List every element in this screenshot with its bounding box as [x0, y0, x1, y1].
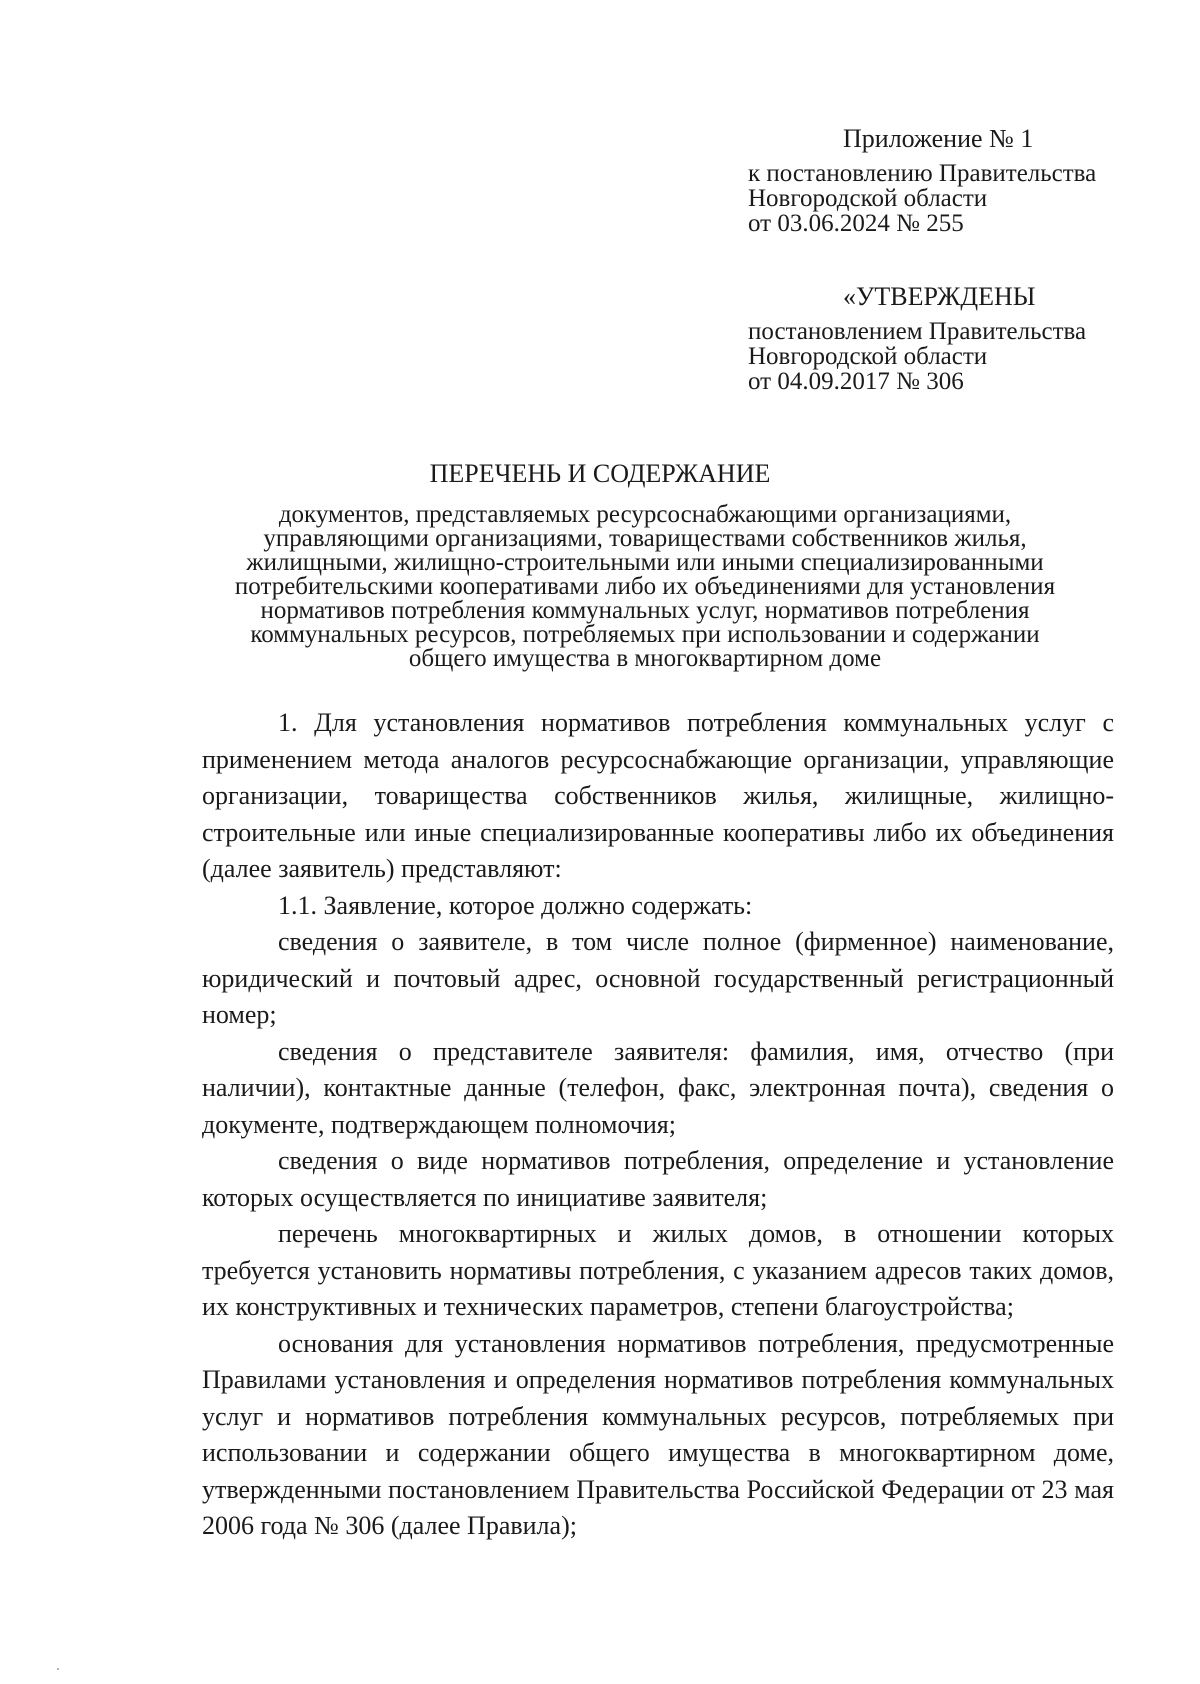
paragraph: 1.1. Заявление, которое должно содержать:	[278, 890, 753, 920]
approved-title: «УТВЕРЖДЕНЫ	[843, 282, 1036, 311]
document-title: ПЕРЕЧЕНЬ И СОДЕРЖАНИЕ	[429, 459, 771, 488]
annex-header	[748, 125, 1096, 236]
paragraph: сведения о представителе заявителя: фамилия, имя, отчество (при наличии), контактные данные (телефон, факс, электронная почта), сведения о документе, подтверждающем полномочия;	[202, 1036, 1114, 1139]
annex-line: к постановлению Правительства	[748, 160, 1097, 187]
paragraph: перечень многоквартирных и жилых домов, в отношении которых требуется установить нормативы потребления, с указанием адресов таких домов, их конструктивных и технических параметров, степени благоустройства;	[202, 1219, 1114, 1321]
subtitle-line: общего имущества в многоквартирном доме	[408, 645, 882, 672]
approved-line: от 04.09.2017 № 306	[748, 368, 964, 395]
paragraph: 1. Для установления нормативов потребления коммунальных услуг с применением метода аналогов ресурсоснабжающие организации, управляющие организации, товарищества собственников жилья, жилищные, жилищно-строительные или иные специализированные кооперативы либо их объединения (далее заявитель) представляют:	[202, 708, 1114, 883]
annex-title: Приложение № 1	[843, 124, 1034, 153]
annex-line: от 03.06.2024 № 255	[748, 210, 964, 237]
subtitle-line: потребительскими кооперативами либо их объединениями для установления	[234, 573, 1056, 600]
subtitle-line: документов, представляемых ресурсоснабжающими организациями,	[278, 501, 1012, 528]
paragraph: основания для установления нормативов потребления, предусмотренные Правилами установления и определения нормативов потребления коммунальных услуг и нормативов потребления коммунальных ресурсов, потребляемых при использовании и содержании общего имущества в многоквартирном доме, утвержденными постановлением Правительства Российской Федерации от 23 мая 2006 года № 306 (далее Правила);	[202, 1328, 1114, 1540]
approved-header	[748, 283, 1086, 394]
paragraph: сведения о заявителе, в том числе полное (фирменное) наименование, юридический и почтовый адрес, основной государственный регистрационный номер;	[202, 927, 1114, 1029]
approved-line: Новгородской области	[748, 343, 988, 370]
document-body	[202, 705, 1114, 1545]
subtitle-line: коммунальных ресурсов, потребляемых при использовании и содержании	[250, 621, 1040, 648]
subtitle-line: нормативов потребления коммунальных услуг, нормативов потребления	[260, 597, 1030, 624]
scan-artifact	[57, 1668, 59, 1670]
approved-line: постановлением Правительства	[748, 318, 1087, 345]
document-subtitle	[180, 503, 1110, 671]
paragraph: сведения о виде нормативов потребления, определение и установление которых осуществляется по инициативе заявителя;	[202, 1146, 1114, 1212]
subtitle-line: управляющими организациями, товариществами собственников жилья,	[263, 525, 1027, 552]
annex-line: Новгородской области	[748, 185, 988, 212]
subtitle-line: жилищными, жилищно-строительными или иными специализированными	[246, 549, 1044, 576]
